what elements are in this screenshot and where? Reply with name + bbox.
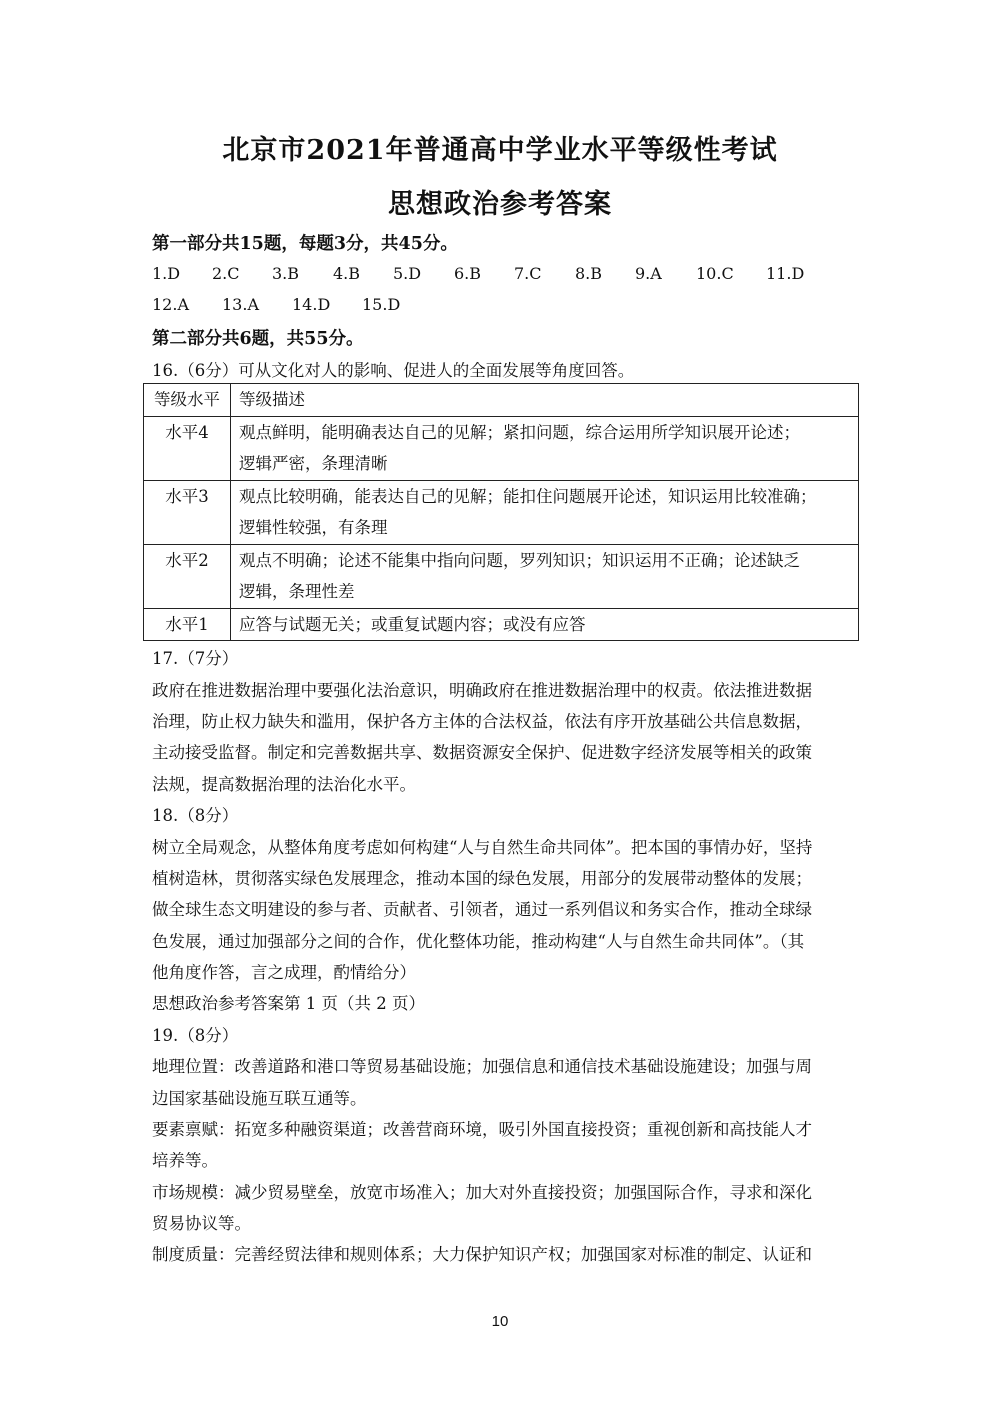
q19-line: 贸易协议等。 xyxy=(152,1214,251,1233)
q19-line: 制度质量：完善经贸法律和规则体系；大力保护知识产权；加强国家对标准的制定、认证和 xyxy=(152,1245,812,1264)
description-cell xyxy=(231,544,859,608)
description-line: 观点不明确；论述不能集中指向问题，罗列知识；知识运用不正确；论述缺乏 xyxy=(239,550,800,570)
description-line: 逻辑性较强，有条理 xyxy=(239,518,388,537)
level-cell: 水平2 xyxy=(144,544,231,608)
part1-heading: 第一部分共15题，每题3分，共45分。 xyxy=(152,234,458,254)
answer-item: 14.D xyxy=(292,295,331,314)
level-cell: 水平4 xyxy=(144,416,231,480)
description-line: 观点比较明确，能表达自己的见解；能扣住问题展开论述，知识运用比较准确； xyxy=(239,486,817,506)
q17-line: 政府在推进数据治理中要强化法治意识，明确政府在推进数据治理中的权责。依法推进数据 xyxy=(152,681,812,700)
q17-line: 法规，提高数据治理的法治化水平。 xyxy=(152,775,416,794)
q19-line: 地理位置：改善道路和港口等贸易基础设施；加强信息和通信技术基础设施建设；加强与周 xyxy=(152,1057,812,1076)
answer-item: 12.A xyxy=(152,295,189,314)
answer-item: 10.C xyxy=(696,264,734,283)
q19-line: 市场规模：减少贸易壁垒，放宽市场准入；加大对外直接投资；加强国际合作，寻求和深化 xyxy=(152,1183,812,1202)
q18-label: 18.（8分） xyxy=(152,806,239,825)
level-cell: 水平3 xyxy=(144,480,231,544)
page-subtitle: 思想政治参考答案 xyxy=(388,189,612,220)
q18-line: 做全球生态文明建设的参与者、贡献者、引领者，通过一系列倡议和务实合作，推动全球绿 xyxy=(152,900,812,919)
answer-item: 9.A xyxy=(635,264,662,283)
description-line: 应答与试题无关；或重复试题内容；或没有应答 xyxy=(239,614,586,634)
answer-item: 3.B xyxy=(272,264,300,283)
table-row xyxy=(144,608,859,641)
page-title: 北京市2021年普通高中学业水平等级性考试 xyxy=(222,135,778,166)
answer-item: 11.D xyxy=(766,264,805,283)
q18-line: 植树造林，贯彻落实绿色发展理念，推动本国的绿色发展，用部分的发展带动整体的发展； xyxy=(152,869,812,888)
q19-label: 19.（8分） xyxy=(152,1026,239,1045)
answer-item: 6.B xyxy=(454,264,482,283)
q19-line: 培养等。 xyxy=(152,1151,218,1170)
answer-item: 5.D xyxy=(393,264,422,283)
part2-heading: 第二部分共6题，共55分。 xyxy=(152,329,364,349)
q18-line: 他角度作答，言之成理，酌情给分） xyxy=(152,963,416,982)
description-line: 观点鲜明，能明确表达自己的见解；紧扣问题，综合运用所学知识展开论述； xyxy=(239,422,800,442)
answer-item: 1.D xyxy=(152,264,181,283)
page-footer-note: 思想政治参考答案第 1 页（共 2 页） xyxy=(152,994,425,1013)
table-row xyxy=(144,544,859,608)
table-header-row xyxy=(144,384,859,417)
description-line: 逻辑严密，条理清晰 xyxy=(239,454,388,473)
q17-line: 治理，防止权力缺失和滥用，保护各方主体的合法权益，依法有序开放基础公共信息数据， xyxy=(152,712,812,731)
q18-line: 色发展，通过加强部分之间的合作，优化整体功能，推动构建“人与自然生命共同体”。（其 xyxy=(152,932,805,951)
q19-line: 边国家基础设施互联互通等。 xyxy=(152,1089,367,1108)
table-header-cell: 等级描述 xyxy=(231,384,859,417)
answer-item: 7.C xyxy=(514,264,542,283)
answer-item: 13.A xyxy=(222,295,259,314)
q17-label: 17.（7分） xyxy=(152,649,239,668)
answer-item: 4.B xyxy=(333,264,361,283)
page-number: 10 xyxy=(491,1313,509,1330)
table-row xyxy=(144,480,859,544)
table-header-cell: 等级水平 xyxy=(144,384,231,417)
answer-item: 15.D xyxy=(362,295,401,314)
table-row xyxy=(144,416,859,480)
answer-item: 8.B xyxy=(575,264,603,283)
description-cell xyxy=(231,416,859,480)
q18-line: 树立全局观念，从整体角度考虑如何构建“人与自然生命共同体”。把本国的事情办好，坚持 xyxy=(152,838,813,857)
grading-table xyxy=(143,383,859,641)
q16-intro: 16.（6分）可从文化对人的影响、促进人的全面发展等角度回答。 xyxy=(152,361,635,380)
description-line: 逻辑，条理性差 xyxy=(239,582,355,601)
description-cell xyxy=(231,480,859,544)
level-cell: 水平1 xyxy=(144,608,231,641)
q19-line: 要素禀赋：拓宽多种融资渠道；改善营商环境，吸引外国直接投资；重视创新和高技能人才 xyxy=(152,1120,812,1139)
answer-item: 2.C xyxy=(212,264,240,283)
description-cell xyxy=(231,608,859,641)
q17-line: 主动接受监督。制定和完善数据共享、数据资源安全保护、促进数字经济发展等相关的政策 xyxy=(152,743,812,762)
